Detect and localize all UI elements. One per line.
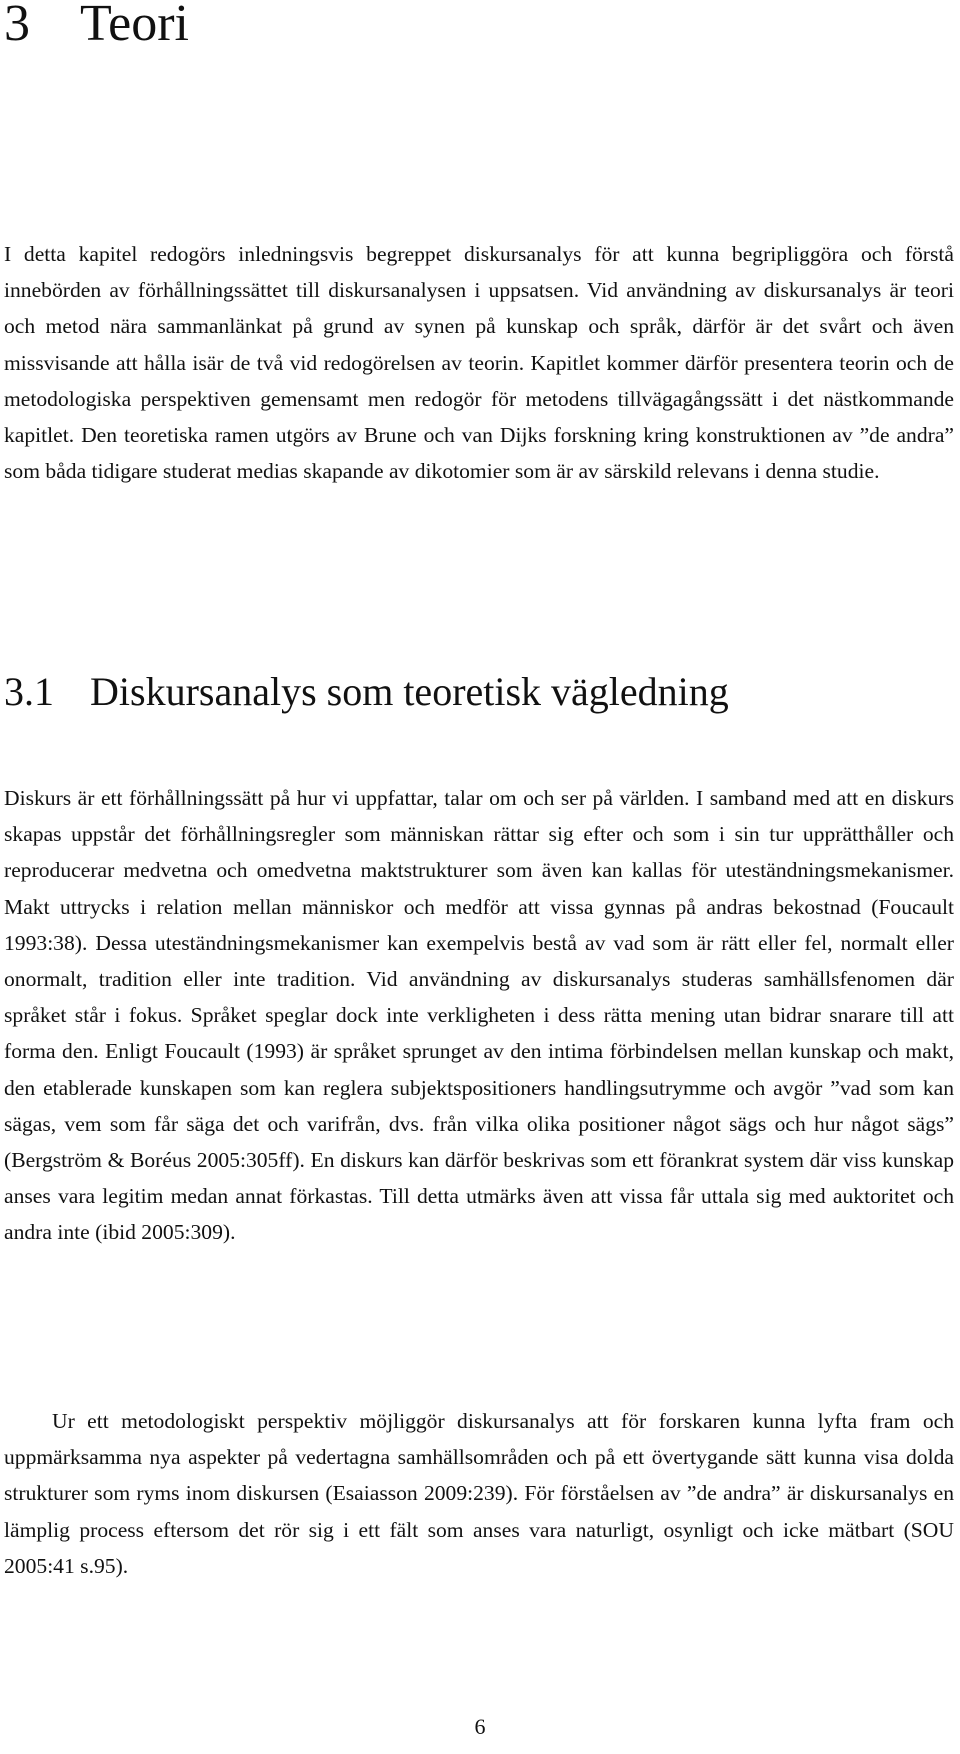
chapter-heading xyxy=(4,0,189,54)
chapter-title: Teori xyxy=(80,0,189,52)
section-heading xyxy=(4,668,729,716)
intro-paragraph: I detta kapitel redogörs inledningsvis begreppet diskursanalys för att kunna begripliggöra och förstå innebörden av förhållningssättet till diskursanalysen i uppsatsen. Vid användning av diskursanalys är teori och metod nära sammanlänkat på grund av synen på kunskap och språk, därför är det svårt och även missvisande att hålla isär de två vid redogörelsen av teorin. Kapitlet kommer därför presentera teorin och de metodologiska perspektiven gemensamt men redogör för metodens tillvägagångssätt i det nästkommande kapitlet. Den teoretiska ramen utgörs av Brune och van Dijks forskning kring konstruktionen av ”de andra” som båda tidigare studerat medias skapande av dikotomier som är av särskild relevans i denna studie. xyxy=(4,242,954,484)
body-paragraph: Diskurs är ett förhållningssätt på hur vi uppfattar, talar om och ser på världen. I samband med att en diskurs skapas uppstår det förhållningsregler som människan rättar sig efter och som i sin tur upprätthåller och reproducerar medvetna och omedvetna maktstrukturer som även kan kallas för uteständningsmekanismer. Makt uttrycks i relation mellan människor och medför att vissa gynnas på andras bekostnad (Foucault 1993:38). Dessa uteständningsmekanismer kan exempelvis bestå av vad som är rätt eller fel, normalt eller onormalt, tradition eller inte tradition. Vid användning av diskursanalys studeras samhällsfenomen där språket står i fokus. Språket speglar dock inte verkligheten i dess rätta mening utan bidrar snarare till att forma den. Enligt Foucault (1993) är språket sprunget av den intima förbindelsen mellan kunskap och makt, den etablerade kunskapen som kan reglera subjektspositioners handlingsutrymme och avgör ”vad som kan sägas, vem som får säga det och varifrån, dvs. från vilka olika positioner något sägs och hur något sägs” (Bergström & Boréus 2005:305ff). En diskurs kan därför beskrivas som ett förankrat system där viss kunskap anses vara legitim medan annat förkastas. Till detta utmärks även att vissa får uttala sig med auktoritet och andra inte (ibid 2005:309). xyxy=(4,786,954,1245)
section-number: 3.1 xyxy=(4,669,54,714)
chapter-number: 3 xyxy=(4,0,30,52)
section-title: Diskursanalys som teoretisk vägledning xyxy=(90,669,729,714)
page-number: 6 xyxy=(474,1714,486,1739)
body-paragraph-indented: Ur ett metodologiskt perspektiv möjliggör diskursanalys att för forskaren kunna lyfta fram och uppmärksamma nya aspekter på vedertagna samhällsområden och på ett övertygande sätt kunna visa dolda strukturer som ryms inom diskursen (Esaiasson 2009:239). För förståelsen av ”de andra” är diskursanalys en lämplig process eftersom det rör sig i ett fält som anses vara naturligt, osynligt och icke mätbart (SOU 2005:41 s.95). xyxy=(4,1409,954,1578)
